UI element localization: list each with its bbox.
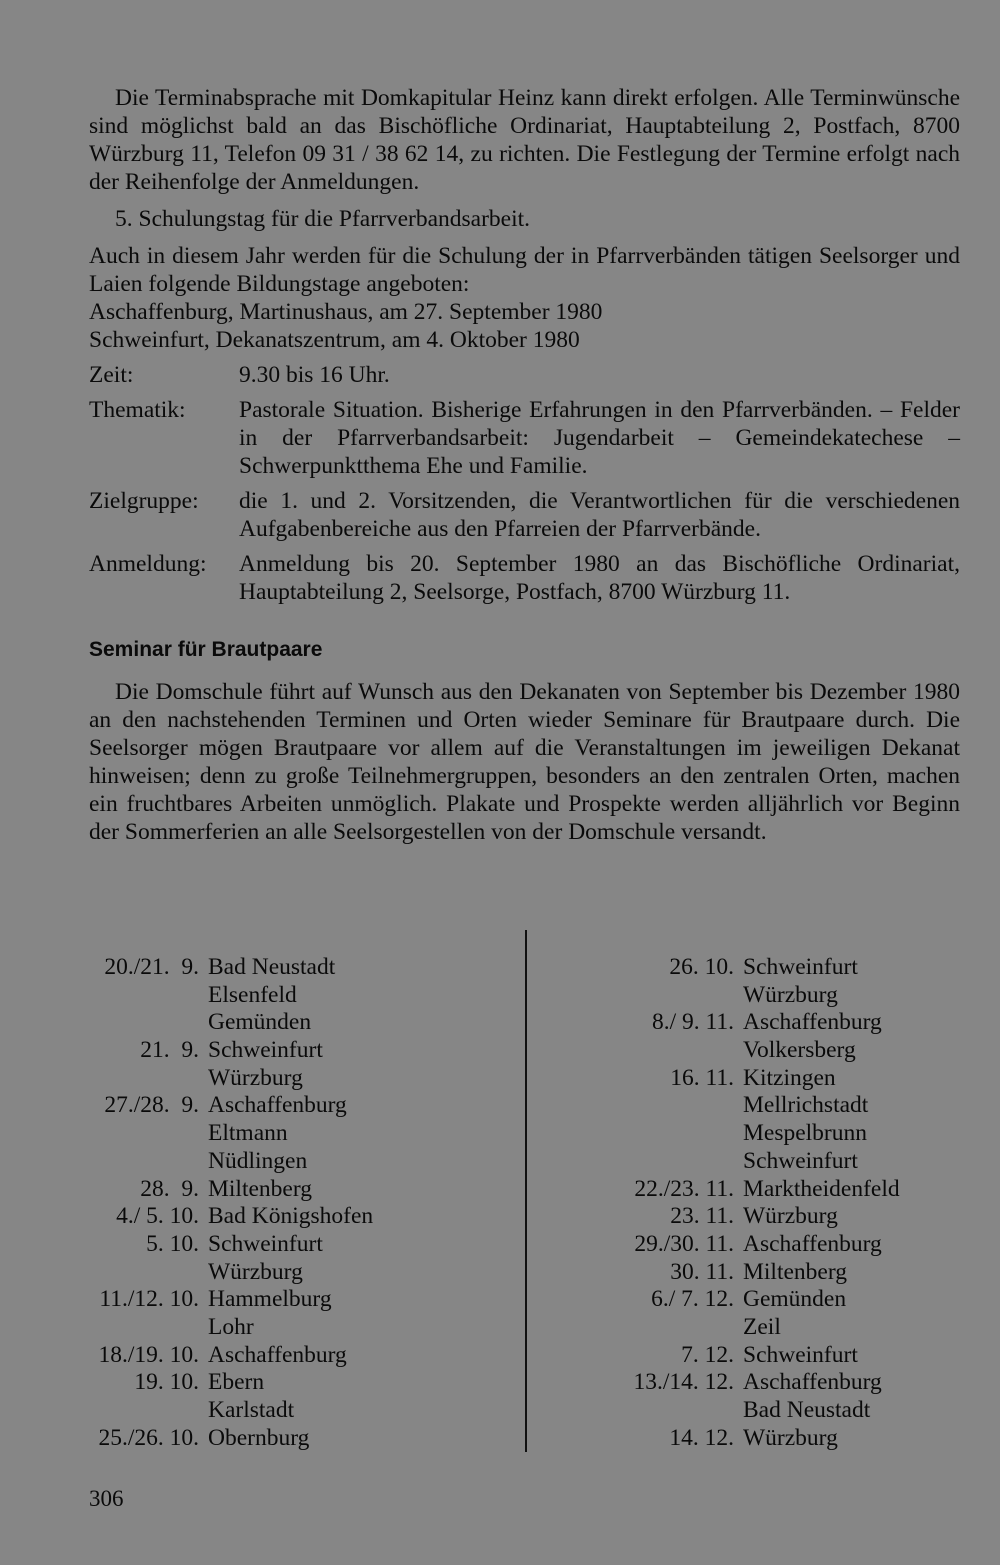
detail-zeit	[89, 361, 960, 389]
schedule-date: 18./19. 10.	[98, 1341, 199, 1368]
schedule-place: Marktheidenfeld	[743, 1175, 900, 1202]
schedule-date: 20./21. 9.	[104, 954, 199, 980]
schedule-place: Obernburg	[208, 1424, 310, 1451]
detail-zielgruppe-value: die 1. und 2. Vorsitzenden, die Verantwortlichen für die verschiedenen Aufgabenbereiche aus den Pfarreien der Pfarrverbände.	[239, 488, 960, 542]
detail-anmeldung-value: Anmeldung bis 20. September 1980 an das Bischöfliche Ordinariat, Hauptabteilung 2, Seelsorge, Postfach, 8700 Würzburg 11.	[239, 551, 960, 605]
schedule-place: Würzburg	[743, 1203, 838, 1230]
detail-thematik	[89, 396, 960, 480]
schedule-place: Aschaffenburg	[208, 1341, 347, 1368]
section-5-title: 5. Schulungstag für die Pfarrverbandsarbeit.	[115, 206, 531, 232]
schedule-row	[89, 1286, 489, 1314]
schedule-place: Nüdlingen	[208, 1147, 308, 1174]
seminar-paragraph: Die Domschule führt auf Wunsch aus den Dekanaten von September bis Dezember 1980 an den nachstehenden Terminen und Orten wieder Seminare für Brautpaare durch. Die Seelsorger mögen Brautpaare vor allem auf die Veranstaltungen im jeweiligen Dekanat hinweisen; denn zu große Teilnehmergruppen, besonders an den zentralen Orten, machen ein fruchtbares Arbeiten unmöglich. Plakate und Prospekte werden alljährlich vor Beginn der Sommerferien an alle Seelsorgestellen von der Domschule versandt.	[89, 679, 960, 845]
schedule-place: Lohr	[208, 1313, 254, 1340]
schedule-row	[609, 1176, 960, 1204]
schedule-place: Schweinfurt	[743, 954, 858, 980]
schedule-place: Kitzingen	[743, 1064, 836, 1091]
schedule-date: 28. 9.	[140, 1175, 199, 1202]
detail-zielgruppe-label: Zielgruppe:	[89, 488, 199, 514]
schedule-place: Mespelbrunn	[743, 1120, 868, 1147]
section-5-text: Auch in diesem Jahr werden für die Schulung der in Pfarrverbänden tätigen Seelsorger und Laien folgende Bildungstage angeboten:	[89, 243, 960, 297]
schedule-date	[609, 1092, 734, 1120]
schedule-date	[89, 1120, 199, 1148]
schedule-row	[609, 1342, 960, 1370]
intro-paragraph: Die Terminabsprache mit Domkapitular Heinz kann direkt erfolgen. Alle Terminwünsche sind möglichst bald an das Bischöfliche Ordinariat, Hauptabteilung 2, Postfach, 8700 Würzburg 11, Telefon 09 31 / 38 62 14, zu richten. Die Festlegung der Termine erfolgt nach der Reihenfolge der Anmeldungen.	[89, 85, 960, 195]
schedule-date: 13./14. 12.	[633, 1369, 734, 1396]
schedule-place: Hammelburg	[208, 1286, 332, 1313]
schedule-date: 25./26. 10.	[98, 1424, 199, 1451]
schedule-place: Ebern	[208, 1369, 265, 1396]
schedule-place: Zeil	[743, 1313, 781, 1340]
detail-thematik-value: Pastorale Situation. Bisherige Erfahrungen in den Pfarrverbänden. – Felder in der Pfarrverbandsarbeit: Jugendarbeit – Gemeindekatechese – Schwerpunktthema Ehe und Familie.	[239, 397, 960, 479]
schedule-row	[609, 1037, 960, 1065]
schedule-date	[89, 1259, 199, 1287]
schedule-date	[609, 1148, 734, 1176]
schedule-row	[609, 1314, 960, 1342]
schedule-row	[609, 1259, 960, 1287]
schedule-place: Schweinfurt	[743, 1147, 858, 1174]
schedule-date: 11./12. 10.	[99, 1286, 199, 1313]
schedule-date: 14. 12.	[669, 1424, 734, 1451]
schedule-row	[89, 1148, 489, 1176]
schedule-place: Aschaffenburg	[743, 1009, 882, 1036]
schedule-row	[89, 1203, 489, 1231]
schedule-place: Karlstadt	[208, 1397, 295, 1423]
seminar-heading: Seminar für Brautpaare	[89, 638, 323, 661]
schedule-row	[609, 1397, 960, 1425]
schedule-row	[89, 1176, 489, 1204]
detail-zielgruppe	[89, 487, 960, 543]
schedule-row	[609, 1092, 960, 1120]
schedule-row	[609, 954, 960, 982]
schedule-date: 26. 10.	[669, 954, 734, 980]
schedule-date: 19. 10.	[134, 1369, 199, 1396]
event-aschaffenburg: Aschaffenburg, Martinushaus, am 27. September 1980	[89, 299, 603, 325]
detail-anmeldung-label: Anmeldung:	[89, 551, 207, 577]
schedule-place: Aschaffenburg	[208, 1092, 347, 1119]
schedule-place: Aschaffenburg	[743, 1230, 882, 1257]
seminar-schedule	[89, 954, 960, 1454]
page-body	[89, 84, 960, 846]
schedule-place: Gemünden	[743, 1286, 847, 1313]
schedule-row	[609, 1120, 960, 1148]
schedule-date	[89, 1314, 199, 1342]
schedule-row	[89, 1120, 489, 1148]
schedule-place: Schweinfurt	[208, 1230, 323, 1257]
schedule-row	[609, 1286, 960, 1314]
schedule-place: Würzburg	[208, 1064, 303, 1091]
schedule-place: Würzburg	[743, 1424, 838, 1451]
schedule-place: Elsenfeld	[208, 981, 297, 1008]
schedule-row	[609, 982, 960, 1010]
detail-zeit-label: Zeit:	[89, 362, 134, 388]
detail-anmeldung	[89, 550, 960, 606]
schedule-row	[609, 1203, 960, 1231]
schedule-date: 21. 9.	[140, 1037, 199, 1064]
schedule-date: 30. 11.	[670, 1258, 734, 1285]
schedule-row	[89, 982, 489, 1010]
schedule-date	[89, 1148, 199, 1176]
schedule-place: Aschaffenburg	[743, 1369, 882, 1396]
schedule-date	[89, 1065, 199, 1093]
schedule-row	[89, 1065, 489, 1093]
schedule-place: Bad Neustadt	[743, 1397, 871, 1423]
schedule-date	[89, 982, 199, 1010]
schedule-date	[609, 1397, 734, 1425]
schedule-place: Mellrichstadt	[743, 1092, 869, 1119]
schedule-place: Miltenberg	[743, 1258, 847, 1285]
detail-thematik-label: Thematik:	[89, 397, 186, 423]
schedule-row	[89, 1231, 489, 1259]
schedule-place: Gemünden	[208, 1009, 312, 1036]
schedule-row	[89, 1009, 489, 1037]
schedule-date	[89, 1009, 199, 1037]
schedule-row	[89, 1342, 489, 1370]
schedule-date: 23. 11.	[670, 1203, 734, 1230]
event-details	[89, 361, 960, 606]
schedule-date: 29./30. 11.	[634, 1230, 734, 1257]
schedule-place: Schweinfurt	[743, 1341, 858, 1368]
schedule-place: Würzburg	[743, 981, 838, 1008]
schedule-place: Schweinfurt	[208, 1037, 323, 1064]
schedule-left-column	[89, 954, 489, 1452]
page-number: 306	[89, 1486, 124, 1511]
schedule-date: 6./ 7. 12.	[651, 1286, 734, 1313]
schedule-date: 5. 10.	[146, 1230, 199, 1257]
schedule-date: 4./ 5. 10.	[116, 1203, 199, 1230]
schedule-row	[89, 1314, 489, 1342]
schedule-date: 7. 12.	[681, 1341, 734, 1368]
schedule-date	[89, 1397, 199, 1425]
schedule-date: 27./28. 9.	[104, 1092, 199, 1119]
event-schweinfurt: Schweinfurt, Dekanatszentrum, am 4. Oktober 1980	[89, 327, 580, 353]
schedule-row	[89, 1037, 489, 1065]
schedule-place: Bad Neustadt	[208, 954, 336, 980]
schedule-row	[609, 1231, 960, 1259]
schedule-date: 8./ 9. 11.	[651, 1009, 734, 1036]
schedule-place: Volkersberg	[743, 1037, 856, 1064]
schedule-place: Würzburg	[208, 1258, 303, 1285]
schedule-row	[609, 1009, 960, 1037]
schedule-row	[89, 1092, 489, 1120]
schedule-row	[89, 954, 489, 982]
schedule-place: Miltenberg	[208, 1175, 312, 1202]
schedule-right-column	[609, 954, 960, 1452]
schedule-row	[89, 1369, 489, 1397]
schedule-date	[609, 1314, 734, 1342]
schedule-date	[609, 1037, 734, 1065]
schedule-row	[609, 1148, 960, 1176]
schedule-date: 16. 11.	[670, 1064, 734, 1091]
schedule-row	[89, 1259, 489, 1287]
schedule-date	[609, 982, 734, 1010]
schedule-date	[609, 1120, 734, 1148]
schedule-row	[89, 1397, 489, 1425]
detail-zeit-value: 9.30 bis 16 Uhr.	[239, 362, 390, 388]
schedule-row	[609, 1369, 960, 1397]
schedule-row	[89, 1425, 489, 1453]
schedule-row	[609, 1425, 960, 1453]
schedule-row	[609, 1065, 960, 1093]
schedule-date: 22./23. 11.	[634, 1175, 734, 1202]
schedule-place: Eltmann	[208, 1120, 288, 1147]
schedule-place: Bad Königshofen	[208, 1203, 374, 1230]
